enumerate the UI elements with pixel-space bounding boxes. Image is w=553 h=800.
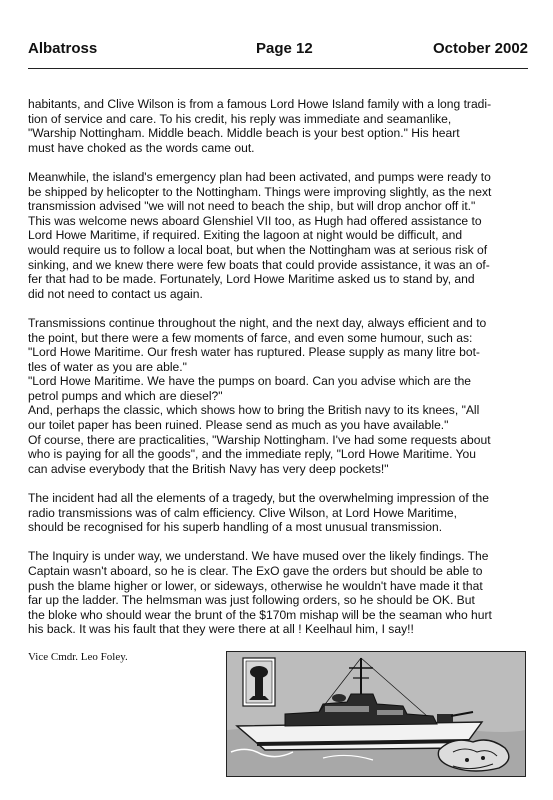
text-line: sinking, and we knew there were few boats that could provide assistance, it was an of- (28, 257, 490, 272)
text-line: the bloke who should wear the brunt of the $170m mishap will be the seaman who hurt (28, 607, 492, 622)
text-line: And, perhaps the classic, which shows how to bring the British navy to its knees, "All (28, 403, 480, 418)
text-line: transmission advised "we will not need to beach the ship, but will drop anchor off it." (28, 199, 476, 214)
text-line: should be recognised for his superb handling of a most unusual transmission. (28, 520, 443, 535)
text-line: Meanwhile, the island's emergency plan had been activated, and pumps were ready to (28, 169, 491, 184)
warship-illustration (226, 651, 526, 777)
text-line: Transmissions continue throughout the night, and the next day, always efficient and to (28, 315, 487, 330)
text-line: Of course, there are practicalities, "Warship Nottingham. I've had some requests about (28, 432, 491, 447)
paragraph-3 (28, 316, 528, 477)
text-line: "Lord Howe Maritime. Our fresh water has ruptured. Please supply as many litre bot- (28, 345, 480, 360)
text-line: the point, but there were a few moments of farce, and even some humour, such as: (28, 330, 473, 345)
text-line: petrol pumps and which are diesel?" (28, 388, 223, 403)
text-line: tles of water as you are able." (28, 359, 187, 374)
page-number: Page 12 (256, 40, 313, 57)
page-header (28, 40, 528, 64)
paragraph-4 (28, 491, 528, 535)
warship-cartoon-image (227, 652, 525, 776)
paragraph-5 (28, 549, 528, 637)
text-line: can advise everybody that the British Navy has very deep pockets!" (28, 461, 389, 476)
text-line: habitants, and Clive Wilson is from a famous Lord Howe Island family with a long tradi- (28, 97, 492, 111)
text-line: Captain wasn't aboard, so he is clear. The ExO gave the orders but should be able to (28, 564, 483, 578)
paragraph-2 (28, 170, 528, 301)
text-line: push the blame higher or lower, or sideways, otherwise he wouldn't have made it that (28, 578, 483, 593)
text-line: who is paying for all the goods", and the immediate reply, "Lord Howe Maritime. You (28, 447, 477, 462)
author-signature: Vice Cmdr. Leo Foley. (28, 651, 128, 663)
paragraph-1 (28, 97, 528, 155)
text-line: be shipped by helicopter to the Nottingham. Things were improving slightly, as the next (28, 184, 492, 199)
header-rule (28, 68, 528, 69)
text-line: The Inquiry is under way, we understand. We have mused over the likely findings. The (28, 549, 489, 564)
text-line: did not need to contact us again. (28, 286, 203, 301)
text-line: Lord Howe Maritime, if required. Exiting the lagoon at night would be difficult, and (28, 228, 463, 243)
article-body (28, 97, 528, 652)
text-line: must have choked as the words came out. (28, 140, 255, 155)
text-line: his back. It was his fault that they were there at all ! Keelhaul him, I say!! (28, 622, 414, 637)
text-line: radio transmissions was of calm efficiency. Clive Wilson, at Lord Howe Maritime, (28, 505, 458, 520)
text-line: far up the ladder. The helmsman was just following orders, so he should be OK. But (28, 593, 475, 608)
issue-date: October 2002 (432, 40, 528, 57)
text-line: would require us to follow a local boat, but when the Nottingham was at serious risk of (28, 242, 488, 257)
text-line: "Warship Nottingham. Middle beach. Middle beach is your best option." His heart (28, 126, 460, 141)
text-line: "Lord Howe Maritime. We have the pumps on board. Can you advise which are the (28, 374, 472, 389)
publication-title: Albatross (28, 40, 98, 57)
text-line: The incident had all the elements of a tragedy, but the overwhelming impression of the (28, 491, 489, 506)
text-line: fer that had to be made. Fortunately, Lord Howe Maritime asked us to stand by, and (28, 272, 475, 287)
text-line: our toilet paper has been ruined. Please send as much as you have available." (28, 418, 449, 433)
text-line: tion of service and care. To his credit, his reply was immediate and seamanlike, (28, 111, 452, 126)
text-line: This was welcome news aboard Glenshiel VII too, as Hugh had offered assistance to (28, 213, 482, 228)
